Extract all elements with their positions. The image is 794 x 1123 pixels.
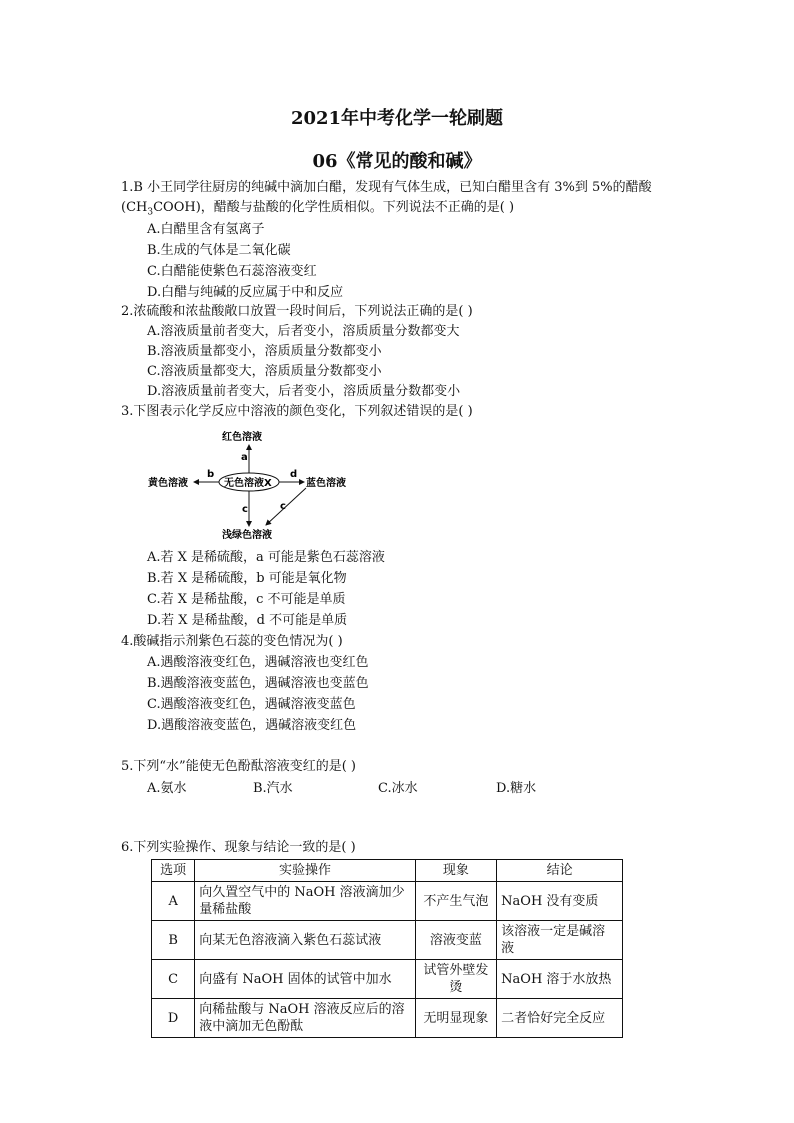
page-subtitle: 06《常见的酸和碱》 — [312, 151, 482, 172]
table-row — [152, 882, 623, 921]
table-header-cell: 结论 — [497, 860, 623, 882]
table-header-row — [152, 860, 623, 882]
table-header-cell: 现象 — [415, 860, 497, 882]
question-4-option-d: D.遇酸溶液变蓝色，遇碱溶液变红色 — [147, 718, 357, 733]
diagram-label-c1: c — [242, 504, 248, 515]
question-3-option-c: C.若 X 是稀盐酸，c 不可能是单质 — [147, 592, 346, 607]
question-5-option-d: D.糖水 — [496, 781, 537, 796]
question-5-option-c: C.冰水 — [378, 781, 418, 796]
table-cell: C — [152, 960, 195, 999]
question-5-option-a: A.氨水 — [147, 781, 187, 796]
table-header-cell: 选项 — [152, 860, 195, 882]
question-3-option-b: B.若 X 是稀硫酸，b 可能是氧化物 — [147, 571, 347, 586]
experiment-table — [151, 859, 623, 1038]
table-cell: 溶液变蓝 — [415, 921, 497, 960]
color-change-diagram — [140, 426, 370, 544]
table-cell: 无明显现象 — [415, 999, 497, 1038]
page-title: 2021年中考化学一轮刷题 — [290, 108, 504, 129]
table-cell: B — [152, 921, 195, 960]
diagram-bottom-label: 浅绿色溶液 — [222, 530, 272, 541]
question-3-option-a: A.若 X 是稀硫酸，a 可能是紫色石蕊溶液 — [147, 550, 385, 565]
diagram-label-b: b — [207, 469, 215, 480]
question-2-stem: 2.浓硫酸和浓盐酸敞口放置一段时间后，下列说法正确的是( ) — [121, 304, 473, 319]
question-1-stem: 1.B 小王同学往厨房的纯碱中滴加白醋，发现有气体生成，已知白醋里含有 3%到 5%的醋酸 $(CH_3COOH)$，醋酸与盐酸的化学性质相似。下列说法不正确的是( ) — [121, 180, 652, 218]
diagram-label-a: a — [241, 452, 248, 463]
question-4-option-b: B.遇酸溶液变蓝色，遇碱溶液也变蓝色 — [147, 676, 369, 691]
table-cell: 二者恰好完全反应 — [497, 999, 623, 1038]
table-cell: NaOH 没有变质 — [497, 882, 623, 921]
table-cell: 试管外壁发烫 — [415, 960, 497, 999]
diagram-top-label: 红色溶液 — [222, 432, 262, 443]
question-4-option-c: C.遇酸溶液变红色，遇碱溶液变蓝色 — [147, 697, 356, 712]
table-cell: 不产生气泡 — [415, 882, 497, 921]
diagram-center-label: 无色溶液X — [224, 478, 272, 489]
question-3-stem: 3.下图表示化学反应中溶液的颜色变化，下列叙述错误的是( ) — [121, 404, 473, 419]
table-cell: NaOH 溶于水放热 — [497, 960, 623, 999]
question-4-option-a: A.遇酸溶液变红色，遇碱溶液也变红色 — [147, 655, 369, 670]
question-2-option-a: A.溶液质量前者变大，后者变小，溶质质量分数都变大 — [147, 324, 460, 339]
question-2-option-b: B.溶液质量都变小，溶质质量分数都变小 — [147, 344, 382, 359]
table-row — [152, 960, 623, 999]
table-cell: 向久置空气中的 NaOH 溶液滴加少量稀盐酸 — [195, 882, 415, 921]
diagram-left-label: 黄色溶液 — [148, 478, 188, 489]
question-5-stem: 5.下列“水”能使无色酚酞溶液变红的是( ) — [121, 759, 356, 774]
table-cell: 向某无色溶液滴入紫色石蕊试液 — [195, 921, 415, 960]
table-cell: 该溶液一定是碱溶液 — [497, 921, 623, 960]
table-cell: 向稀盐酸与 NaOH 溶液反应后的溶液中滴加无色酚酞 — [195, 999, 415, 1038]
question-1-option-c: C.白醋能使紫色石蕊溶液变红 — [147, 264, 317, 279]
question-1-option-a: A.白醋里含有氢离子 — [147, 222, 265, 237]
diagram-label-d: d — [290, 469, 298, 480]
question-2-option-d: D.溶液质量前者变大，后者变小，溶质质量分数都变小 — [147, 384, 461, 399]
question-1-option-b: B.生成的气体是二氧化碳 — [147, 243, 291, 258]
question-1-option-d: D.白醋与纯碱的反应属于中和反应 — [147, 285, 344, 300]
arrow-c-diagonal — [266, 488, 306, 525]
table-cell: D — [152, 999, 195, 1038]
table-cell: 向盛有 NaOH 固体的试管中加水 — [195, 960, 415, 999]
question-6-stem: 6.下列实验操作、现象与结论一致的是( ) — [121, 840, 356, 855]
diagram-label-c2: c — [280, 501, 286, 512]
table-row — [152, 921, 623, 960]
question-3-option-d: D.若 X 是稀盐酸，d 不可能是单质 — [147, 613, 348, 628]
table-cell: A — [152, 882, 195, 921]
question-5-option-b: B.汽水 — [253, 781, 293, 796]
table-row — [152, 999, 623, 1038]
question-2-option-c: C.溶液质量都变大，溶质质量分数都变小 — [147, 364, 382, 379]
diagram-right-label: 蓝色溶液 — [306, 478, 346, 489]
table-header-cell: 实验操作 — [195, 860, 415, 882]
question-4-stem: 4.酸碱指示剂紫色石蕊的变色情况为( ) — [121, 634, 343, 649]
